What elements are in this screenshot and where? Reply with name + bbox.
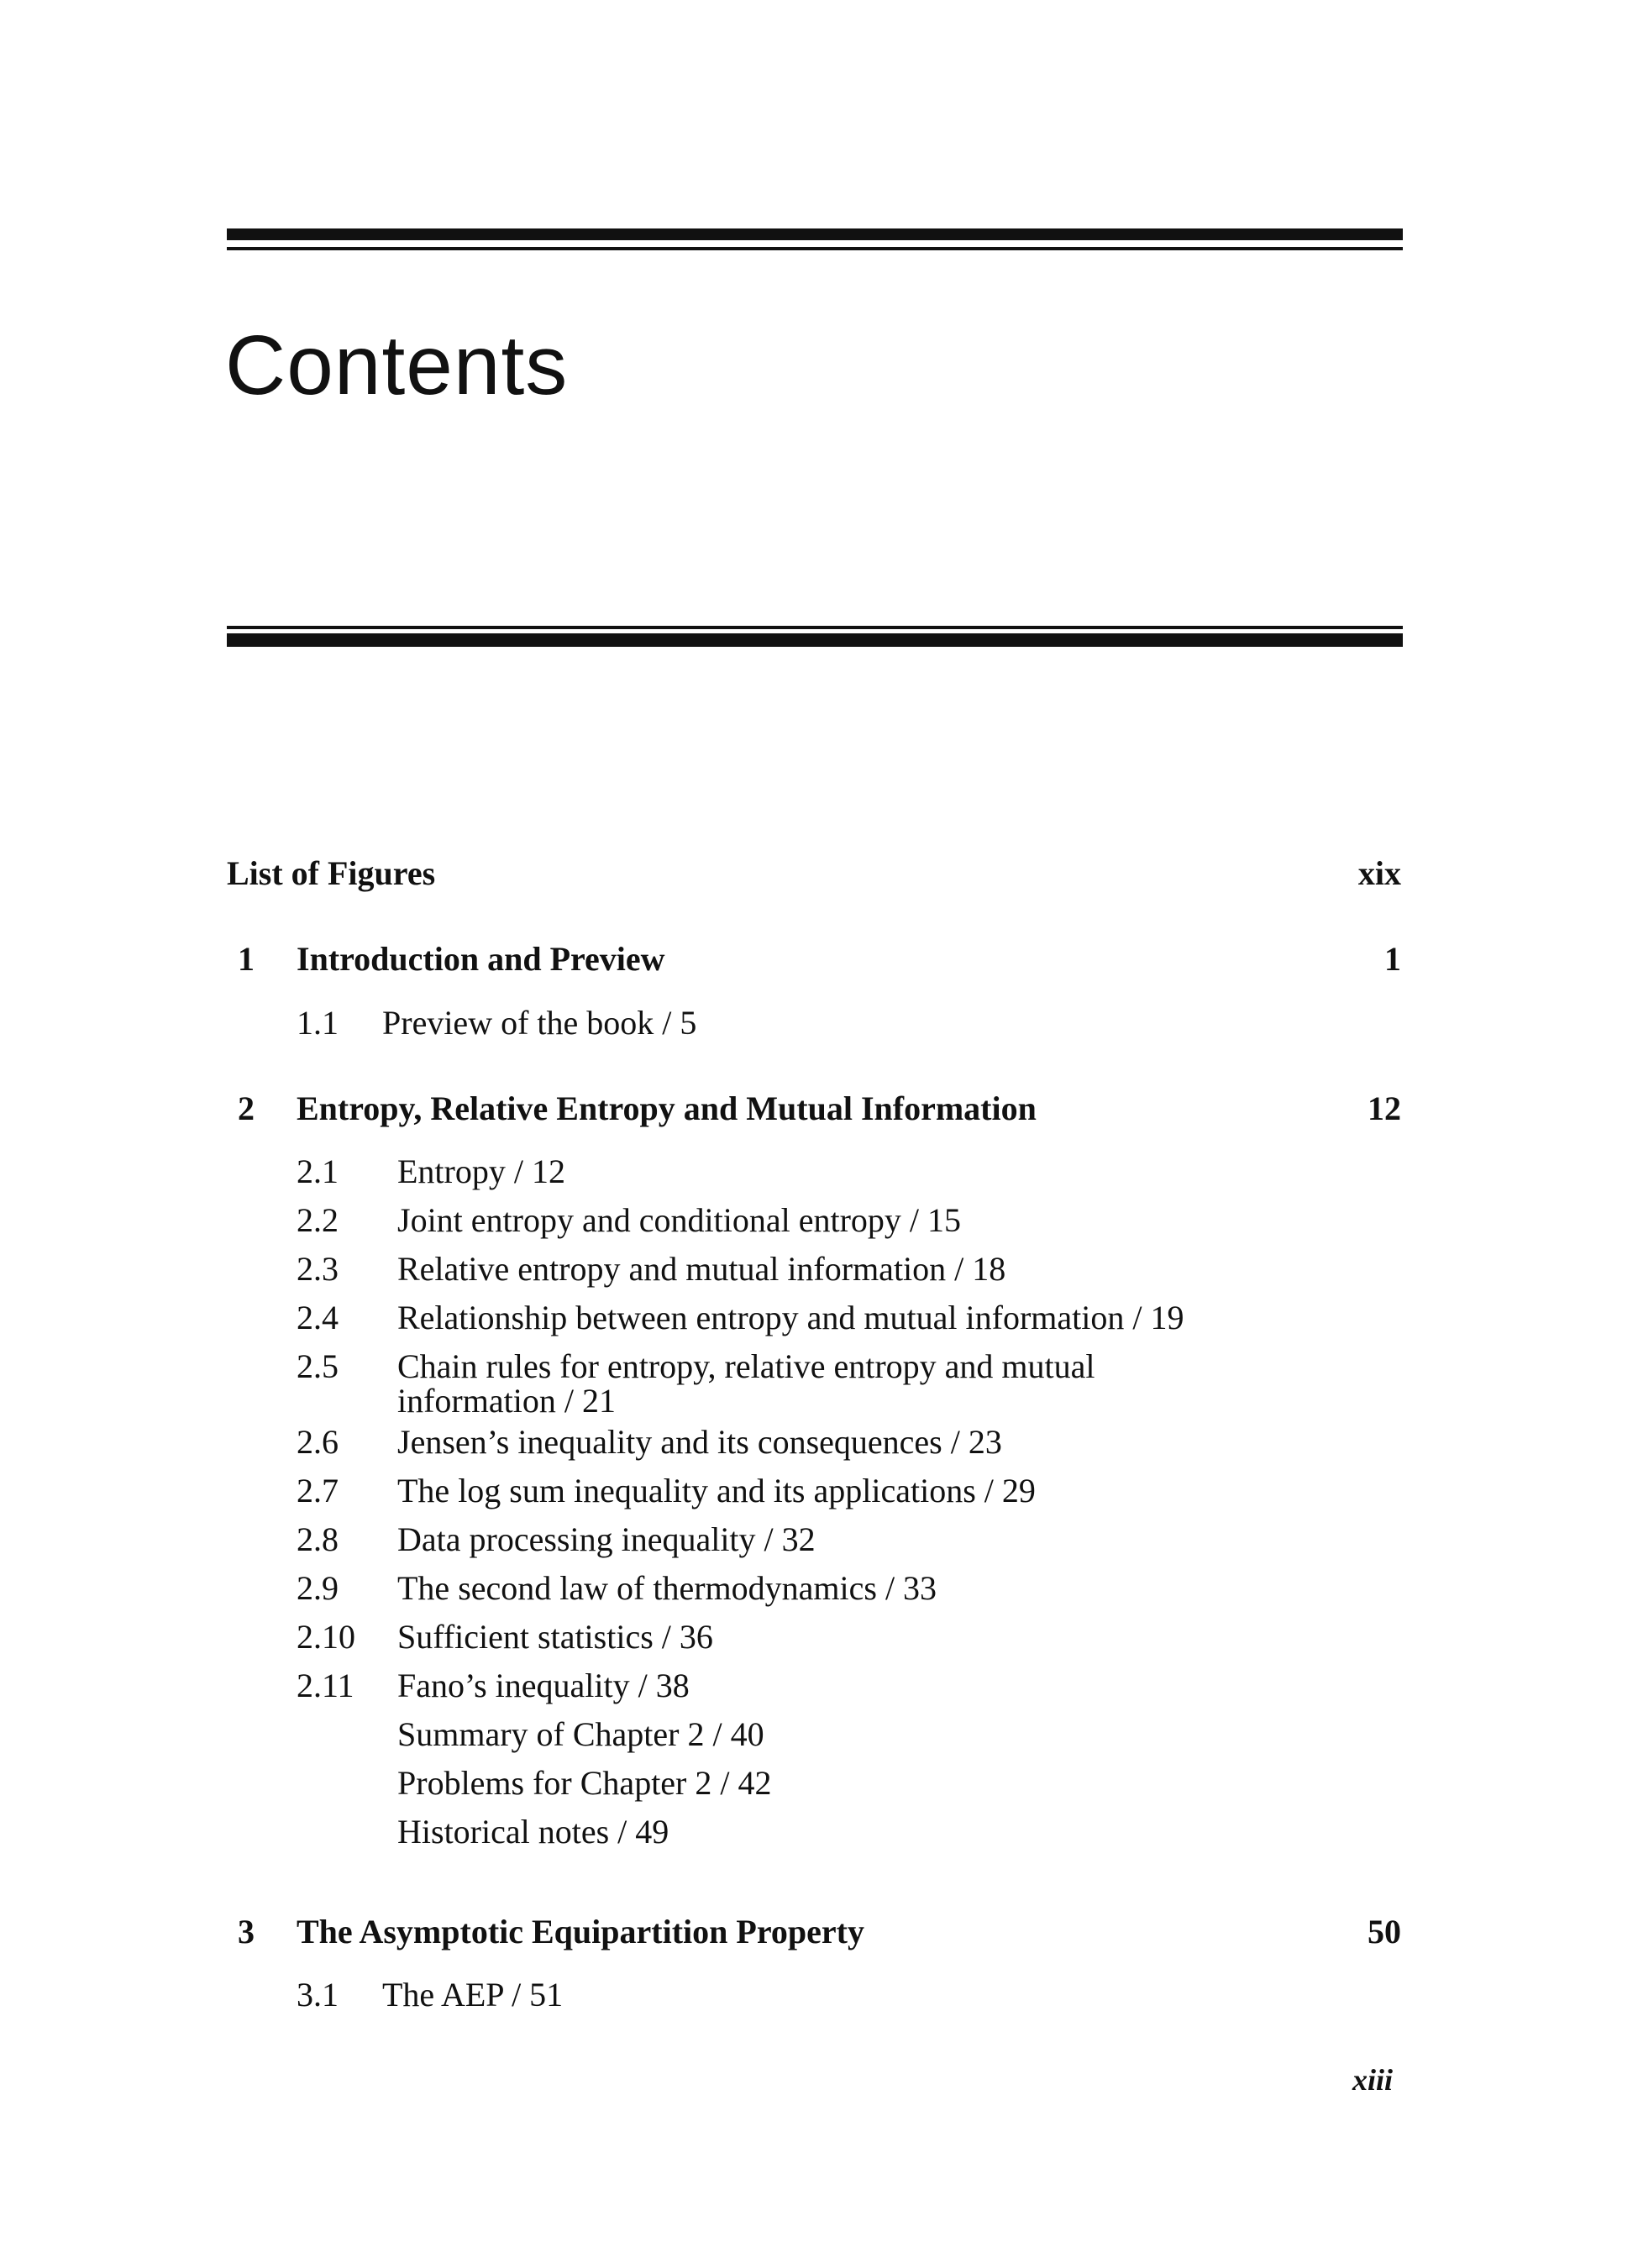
middle-rule-thin	[227, 626, 1403, 629]
chapter-3-sections	[0, 1971, 1638, 2019]
section-number: 2.1	[297, 1152, 339, 1190]
section-number: 3.1	[297, 1976, 339, 2013]
section-title: Preview of the book / 5	[382, 1004, 697, 1042]
chapter-page: 12	[1368, 1089, 1401, 1127]
toc-section-2-8[interactable]	[0, 1515, 1638, 1564]
page-folio: xiii	[1352, 2063, 1393, 2097]
section-title-continuation: information / 21	[397, 1382, 616, 1420]
toc-section-2-1[interactable]	[0, 1147, 1638, 1196]
toc-section-historical-notes[interactable]	[0, 1808, 1638, 1856]
chapter-title: The Asymptotic Equipartition Property	[297, 1913, 864, 1950]
chapter-title: Entropy, Relative Entropy and Mutual Information	[297, 1089, 1037, 1127]
chapter-2-sections	[0, 1147, 1638, 1856]
toc-section-2-4[interactable]	[0, 1294, 1638, 1342]
section-number: 2.8	[297, 1520, 339, 1558]
chapter-number: 2	[238, 1089, 255, 1127]
toc-section-2-3[interactable]	[0, 1245, 1638, 1294]
section-title: The AEP / 51	[382, 1976, 564, 2013]
section-number: 2.4	[297, 1299, 339, 1336]
section-number: 2.11	[297, 1667, 354, 1704]
section-title: Sufficient statistics / 36	[397, 1618, 713, 1656]
toc-section-2-6[interactable]	[0, 1418, 1638, 1467]
section-number: 2.9	[297, 1569, 339, 1607]
toc-section-2-10[interactable]	[0, 1613, 1638, 1662]
toc-section-summary-2[interactable]	[0, 1710, 1638, 1759]
toc-section-1-1[interactable]	[0, 999, 1638, 1047]
toc-section-2-9[interactable]	[0, 1564, 1638, 1613]
toc-list-of-figures-page: xix	[1357, 854, 1401, 892]
section-number: 2.3	[297, 1250, 339, 1288]
section-title: Chain rules for entropy, relative entropy and mutual	[397, 1347, 1095, 1385]
section-number: 1.1	[297, 1004, 339, 1042]
middle-rule-thick	[227, 633, 1403, 647]
section-number: 2.10	[297, 1618, 355, 1656]
top-rule-thin	[227, 247, 1403, 250]
toc-section-2-7[interactable]	[0, 1467, 1638, 1515]
section-title: Fano’s inequality / 38	[397, 1667, 690, 1704]
section-title: The log sum inequality and its applications / 29	[397, 1472, 1036, 1509]
chapter-number: 3	[238, 1913, 255, 1950]
section-title: Summary of Chapter 2 / 40	[397, 1715, 764, 1753]
section-title: Relative entropy and mutual information / 18	[397, 1250, 1006, 1288]
section-number: 2.5	[297, 1347, 339, 1385]
toc-section-3-1[interactable]	[0, 1971, 1638, 2019]
chapter-page: 50	[1368, 1913, 1401, 1950]
section-number: 2.7	[297, 1472, 339, 1509]
chapter-page: 1	[1384, 940, 1401, 978]
chapter-number: 1	[238, 940, 255, 978]
section-title: Data processing inequality / 32	[397, 1520, 816, 1558]
chapter-title: Introduction and Preview	[297, 940, 665, 978]
toc-section-2-5[interactable]	[0, 1342, 1638, 1418]
section-number: 2.6	[297, 1423, 339, 1461]
chapter-1-sections	[0, 999, 1638, 1047]
section-title: Relationship between entropy and mutual information / 19	[397, 1299, 1184, 1336]
page-title: Contents	[225, 318, 569, 412]
toc-section-2-2[interactable]	[0, 1196, 1638, 1245]
section-number: 2.2	[297, 1201, 339, 1239]
section-title: Problems for Chapter 2 / 42	[397, 1764, 772, 1802]
section-title: Jensen’s inequality and its consequences / 23	[397, 1423, 1002, 1461]
toc-list-of-figures-title: List of Figures	[227, 854, 436, 892]
toc-section-2-11[interactable]	[0, 1662, 1638, 1710]
section-title: Entropy / 12	[397, 1152, 565, 1190]
section-title: The second law of thermodynamics / 33	[397, 1569, 937, 1607]
section-title: Joint entropy and conditional entropy / 15	[397, 1201, 961, 1239]
top-rule-thick	[227, 228, 1403, 240]
toc-section-problems-2[interactable]	[0, 1759, 1638, 1808]
section-title: Historical notes / 49	[397, 1813, 669, 1851]
